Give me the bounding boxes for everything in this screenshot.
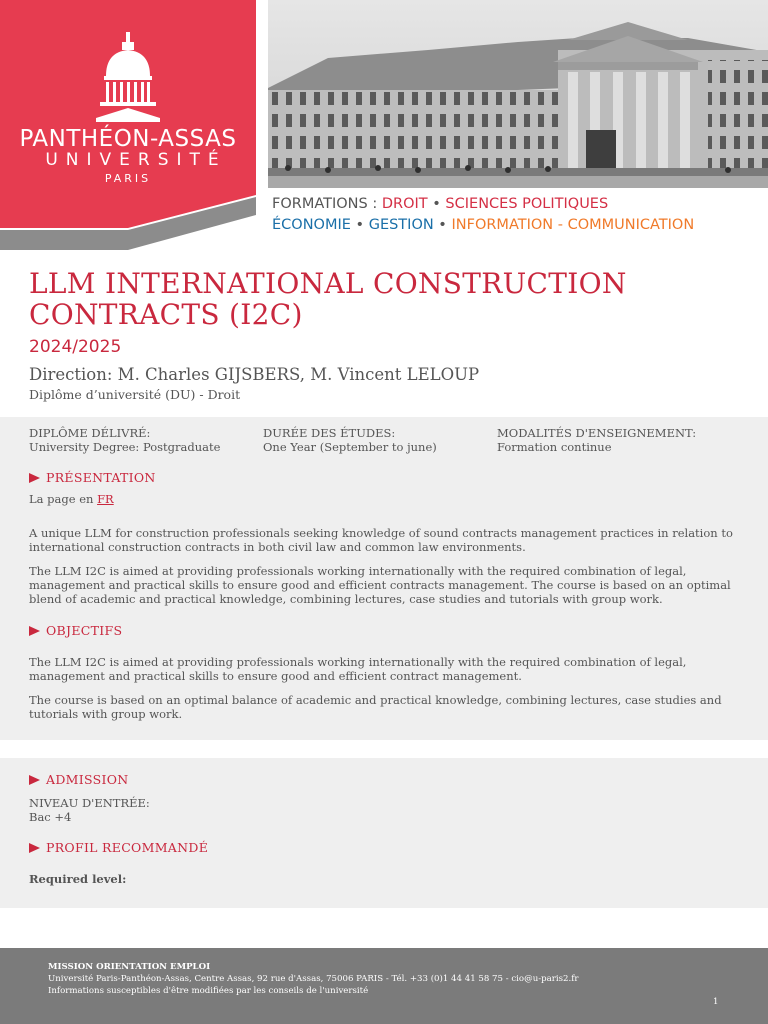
footer-address: Université Paris-Panthéon-Assas, Centre Assas, 92 rue d'Assas, 75006 PARIS - Tél. +33 (0)1 44 41 58 75 - cio@u-paris2.fr <box>48 974 579 984</box>
formation-gestion: GESTION <box>368 217 434 233</box>
objectifs-heading-label: OBJECTIFS <box>46 623 123 638</box>
formations-line-1 <box>272 194 694 215</box>
separator-dot: • <box>350 217 369 233</box>
presentation-heading <box>29 470 156 485</box>
language-prefix: La page en <box>29 492 98 506</box>
program-details-section <box>0 417 768 740</box>
arrow-right-icon <box>29 843 40 853</box>
separator-dot: • <box>427 196 446 212</box>
pantheon-dome-icon <box>96 32 160 124</box>
formations-list <box>272 194 694 236</box>
objectifs-paragraph-2: The course is based on an optimal balance of academic and practical knowledge, combining lectures, case studies and tutorials with group work. <box>29 693 722 721</box>
presentation-heading-label: PRÉSENTATION <box>46 470 156 485</box>
language-switch <box>29 492 749 506</box>
page-number: 1 <box>713 997 719 1007</box>
presentation-paragraph-2: The LLM I2C is aimed at providing professionals working internationally with the required combination of legal, management and practical skills to ensure good and efficient contracts management. The course is based on an optimal blend of academic and practical knowledge, combining lectures, case studies and tutorials with group work. <box>29 564 731 606</box>
language-fr-link[interactable]: FR <box>97 492 114 506</box>
logo-text-universite: UNIVERSITÉ <box>45 150 227 170</box>
meta-value-diplome: University Degree: Postgraduate <box>29 440 221 454</box>
profil-heading-label: PROFIL RECOMMANDÉ <box>46 840 209 855</box>
admission-heading <box>29 772 129 787</box>
entry-level-value: Bac +4 <box>29 810 72 824</box>
university-logo-block <box>0 0 256 250</box>
arrow-right-icon <box>29 775 40 785</box>
meta-value-modalites: Formation continue <box>497 440 612 454</box>
formations-line-2 <box>272 215 694 236</box>
admission-section <box>0 758 768 908</box>
formation-economie: ÉCONOMIE <box>272 217 351 233</box>
diploma-type: Diplôme d’université (DU) - Droit <box>29 387 241 402</box>
arrow-right-icon <box>29 626 40 636</box>
footer-note: Informations susceptibles d'être modifiées par les conseils de l'université <box>48 986 369 996</box>
footer-title: MISSION ORIENTATION EMPLOI <box>48 962 211 972</box>
formation-sciences-politiques: SCIENCES POLITIQUES <box>445 196 609 212</box>
formation-droit: DROIT <box>381 196 428 212</box>
program-title: LLM INTERNATIONAL CONSTRUCTION CONTRACTS (I2C) <box>29 267 627 331</box>
logo-text-pantheon-assas: PANTHÉON-ASSAS <box>19 126 237 152</box>
formation-information-communication: INFORMATION - COMMUNICATION <box>451 217 695 233</box>
admission-heading-label: ADMISSION <box>46 772 129 787</box>
university-building-photo <box>268 0 768 188</box>
program-direction: Direction: M. Charles GIJSBERS, M. Vincent LELOUP <box>29 365 480 384</box>
separator-dot: • <box>433 217 452 233</box>
logo-text-paris: PARIS <box>104 172 152 185</box>
meta-label-modalites: MODALITÉS D'ENSEIGNEMENT: <box>497 426 697 440</box>
presentation-paragraph-1: A unique LLM for construction professionals seeking knowledge of sound contracts management practices in relation to international construction contracts in both civil law and common law environments. <box>29 526 733 554</box>
profil-heading <box>29 840 208 855</box>
meta-label-diplome: DIPLÔME DÉLIVRÉ: <box>29 426 151 440</box>
formations-prefix: FORMATIONS : <box>272 196 382 212</box>
objectifs-heading <box>29 623 122 638</box>
required-level-label: Required level: <box>29 872 127 886</box>
arrow-right-icon <box>29 473 40 483</box>
entry-level-label: NIVEAU D'ENTRÉE: <box>29 796 150 810</box>
objectifs-paragraph-1: The LLM I2C is aimed at providing professionals working internationally with the required combination of legal, management and practical skills to ensure good and efficient contract management. <box>29 655 687 683</box>
meta-value-duree: One Year (September to june) <box>263 440 437 454</box>
page-footer <box>0 948 768 1024</box>
academic-year: 2024/2025 <box>29 337 122 357</box>
meta-label-duree: DURÉE DES ÉTUDES: <box>263 426 396 440</box>
